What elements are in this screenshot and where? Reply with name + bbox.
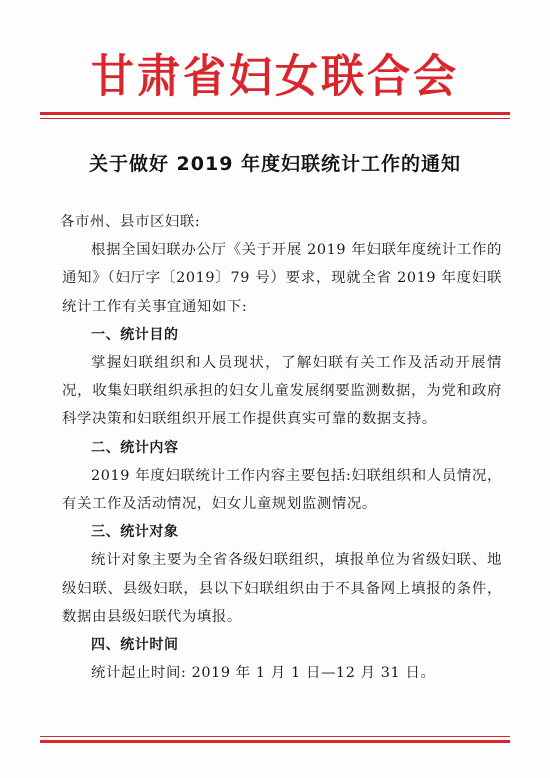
- section-heading-subjects: 三、统计对象: [91, 524, 179, 541]
- section-body-time: 统计起止时间: 2019 年 1 月 1 日—12 月 31 日。: [91, 665, 436, 682]
- section-body-subjects: 统计对象主要为全省各级妇联组织，填报单位为省级妇联、地级妇联、县级妇联，县以下妇联组织由于不具备网上填报的条件，数据由县级妇联代为填报。: [62, 552, 502, 625]
- section-body-purpose: 掌握妇联组织和人员现状，了解妇联有关工作及活动开展情况，收集妇联组织承担的妇女儿童发展纲要监测数据，为党和政府科学决策和妇联组织开展工作提供真实可靠的数据支持。: [62, 355, 502, 428]
- organization-header: 甘肃省妇女联合会: [91, 50, 459, 104]
- section-body-content: 2019 年度妇联统计工作内容主要包括:妇联组织和人员情况，有关工作及活动情况，妇女儿童规划监测情况。: [62, 467, 502, 513]
- footer-rule-thick: [40, 740, 510, 743]
- footer-rule-thin: [40, 736, 510, 737]
- section-heading-purpose: 一、统计目的: [91, 326, 179, 343]
- section-heading-time: 四、统计时间: [91, 637, 179, 654]
- section-heading-content: 二、统计内容: [91, 439, 179, 456]
- document-body: [62, 208, 502, 687]
- document-title: 关于做好 2019 年度妇联统计工作的通知: [88, 153, 462, 175]
- header-rule-thin: [40, 118, 510, 119]
- header-rule-thick: [40, 112, 510, 115]
- intro-paragraph: 根据全国妇联办公厅《关于开展 2019 年妇联年度统计工作的通知》（妇厅字〔2019〕79 号）要求，现就全省 2019 年度妇联统计工作有关事宜通知如下:: [62, 242, 502, 315]
- salutation: 各市州、县市区妇联:: [60, 214, 201, 230]
